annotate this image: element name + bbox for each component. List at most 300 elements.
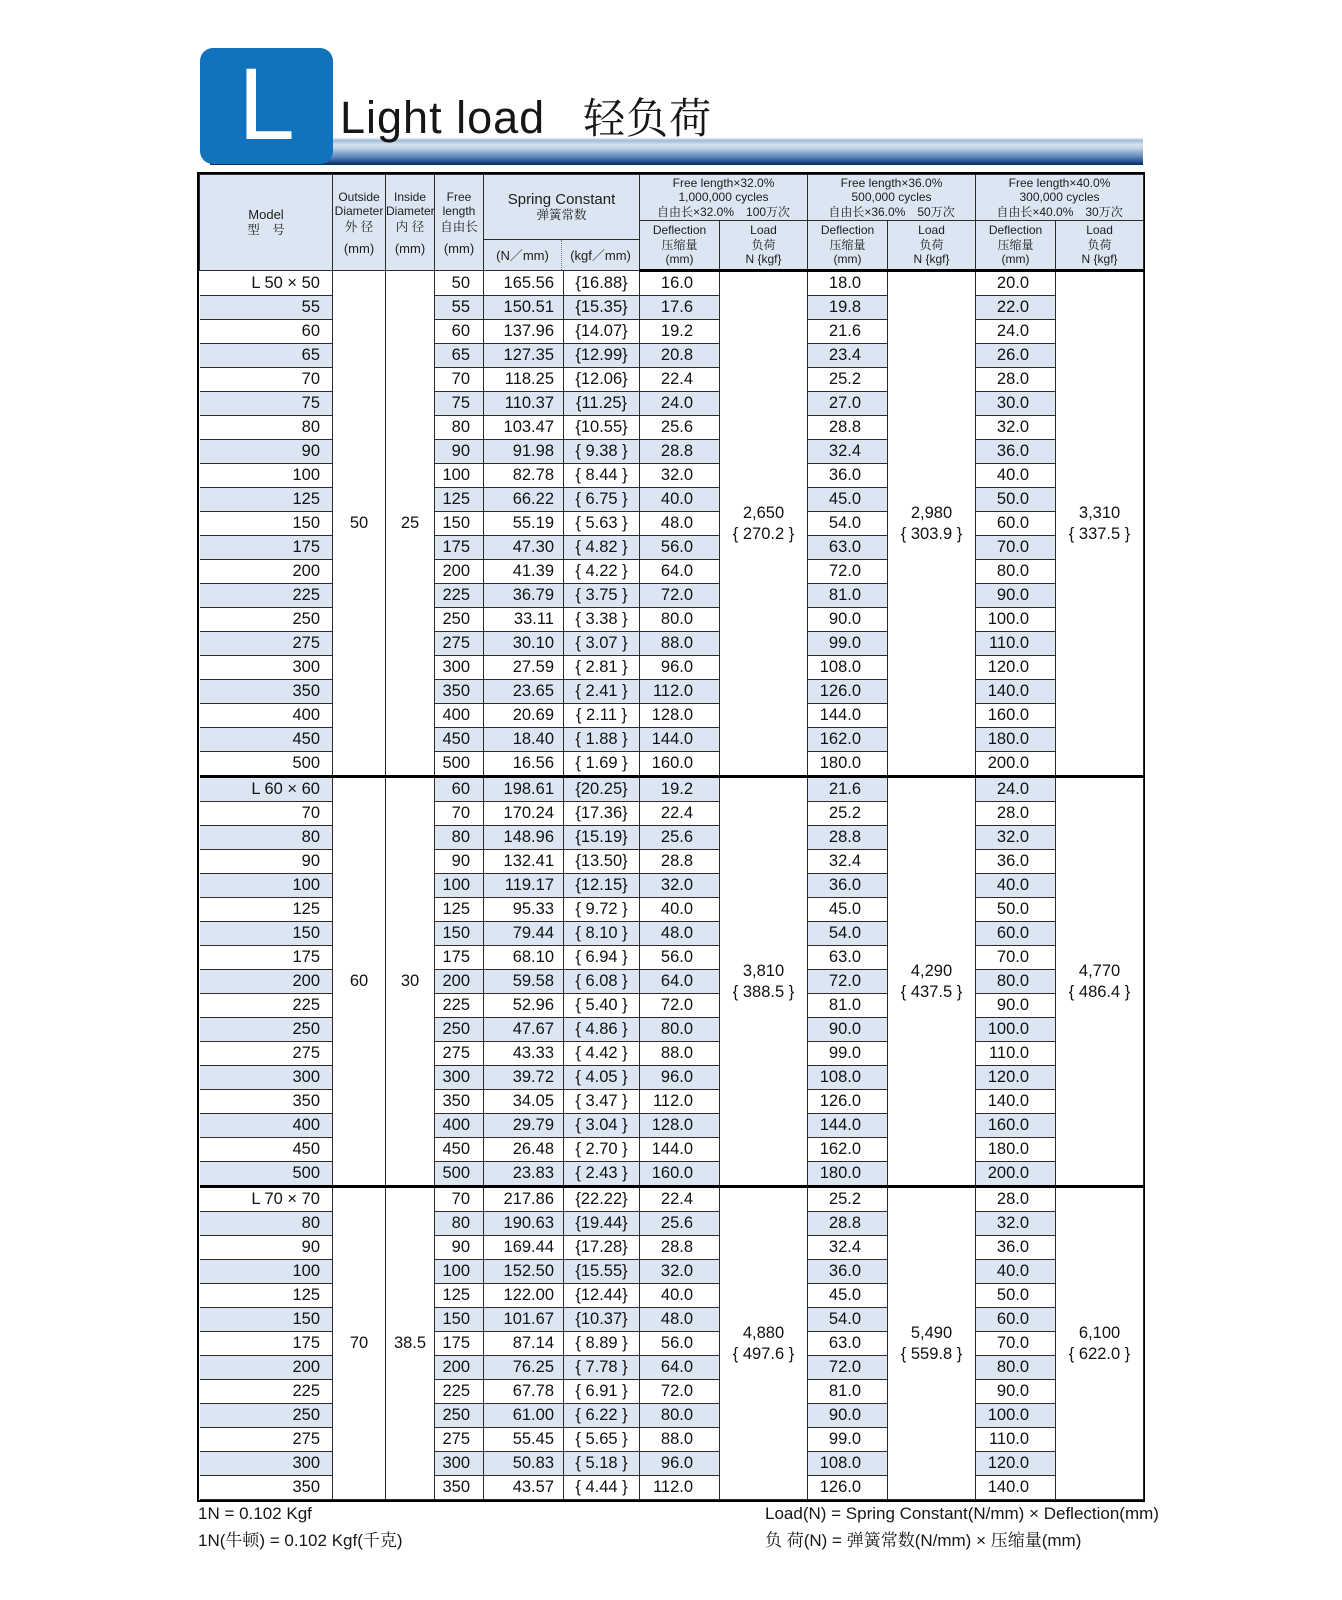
deflection-cell-d40: 160.0 <box>976 1114 1056 1138</box>
sub-header-deflection-0: Deflection 压缩量 (mm) <box>640 221 720 271</box>
deflection-cell-d32: 80.0 <box>640 1404 720 1428</box>
spring-table-body <box>200 271 1144 1500</box>
deflection-cell-d36: 90.0 <box>808 1404 888 1428</box>
spring-constant-kgf-cell: { 6.22 } <box>564 1404 640 1428</box>
deflection-cell-d40: 50.0 <box>976 1284 1056 1308</box>
cycle-group-header-40: Free length×40.0% 300,000 cycles 自由长×40.0% 30万次 <box>976 175 1144 221</box>
deflection-cell-d32: 80.0 <box>640 608 720 632</box>
spring-constant-n-cell: 20.69 <box>484 704 564 728</box>
model-size-cell: 80 <box>200 826 333 850</box>
free-length-cell: 55 <box>435 296 484 320</box>
load-cell-d36: 2,980 { 303.9 } <box>888 271 976 777</box>
spring-constant-n-cell: 23.65 <box>484 680 564 704</box>
free-length-cell: 100 <box>435 1260 484 1284</box>
spring-constant-kgf-cell: {15.19} <box>564 826 640 850</box>
deflection-cell-d32: 96.0 <box>640 1066 720 1090</box>
deflection-cell-d32: 40.0 <box>640 488 720 512</box>
deflection-cell-d32: 128.0 <box>640 704 720 728</box>
spring-constant-n-cell: 39.72 <box>484 1066 564 1090</box>
free-length-cell: 300 <box>435 1452 484 1476</box>
free-length-cell: 150 <box>435 1308 484 1332</box>
load-cell-d40: 4,770 { 486.4 } <box>1056 777 1144 1187</box>
deflection-cell-d32: 56.0 <box>640 1332 720 1356</box>
deflection-cell-d32: 56.0 <box>640 946 720 970</box>
spring-constant-n-cell: 101.67 <box>484 1308 564 1332</box>
spring-constant-n-cell: 198.61 <box>484 777 564 802</box>
spring-constant-kgf-cell: { 7.78 } <box>564 1356 640 1380</box>
free-length-cell: 125 <box>435 898 484 922</box>
spring-constant-kgf-cell: { 4.44 } <box>564 1476 640 1500</box>
deflection-cell-d36: 54.0 <box>808 922 888 946</box>
load-cell-d32: 4,880 { 497.6 } <box>720 1187 808 1500</box>
deflection-cell-d32: 96.0 <box>640 656 720 680</box>
spring-constant-kgf-cell: { 8.44 } <box>564 464 640 488</box>
deflection-cell-d32: 32.0 <box>640 1260 720 1284</box>
free-length-cell: 60 <box>435 320 484 344</box>
deflection-cell-d36: 25.2 <box>808 368 888 392</box>
deflection-cell-d40: 60.0 <box>976 922 1056 946</box>
deflection-cell-d36: 90.0 <box>808 608 888 632</box>
spring-constant-kgf-cell: { 3.07 } <box>564 632 640 656</box>
deflection-cell-d40: 40.0 <box>976 464 1056 488</box>
spring-constant-kgf-cell: {11.25} <box>564 392 640 416</box>
deflection-cell-d32: 20.8 <box>640 344 720 368</box>
deflection-cell-d36: 27.0 <box>808 392 888 416</box>
footnote-formula-zh: 负 荷(N) = 弹簧常数(N/mm) × 压缩量(mm) <box>765 1531 1082 1550</box>
footnote-right <box>765 1500 1159 1554</box>
deflection-cell-d40: 40.0 <box>976 874 1056 898</box>
spring-constant-kgf-cell: { 6.94 } <box>564 946 640 970</box>
load-cell-d32: 3,810 { 388.5 } <box>720 777 808 1187</box>
deflection-cell-d36: 23.4 <box>808 344 888 368</box>
deflection-cell-d40: 180.0 <box>976 728 1056 752</box>
inside-diameter-cell: 38.5 <box>386 1187 435 1500</box>
spring-constant-n-cell: 27.59 <box>484 656 564 680</box>
model-size-cell: 80 <box>200 416 333 440</box>
free-length-cell: 100 <box>435 464 484 488</box>
deflection-cell-d40: 22.0 <box>976 296 1056 320</box>
free-length-cell: 200 <box>435 1356 484 1380</box>
col-header-outside-diameter: Outside Diameter 外 径 (mm) <box>333 175 386 271</box>
deflection-cell-d32: 22.4 <box>640 368 720 392</box>
deflection-cell-d36: 28.8 <box>808 826 888 850</box>
spring-constant-n-cell: 29.79 <box>484 1114 564 1138</box>
model-size-cell: 200 <box>200 970 333 994</box>
spring-constant-n-cell: 59.58 <box>484 970 564 994</box>
deflection-cell-d40: 140.0 <box>976 1476 1056 1500</box>
deflection-cell-d40: 90.0 <box>976 584 1056 608</box>
deflection-cell-d32: 128.0 <box>640 1114 720 1138</box>
deflection-cell-d40: 70.0 <box>976 536 1056 560</box>
spring-constant-n-cell: 95.33 <box>484 898 564 922</box>
model-size-cell: 400 <box>200 1114 333 1138</box>
spring-constant-kgf-cell: { 3.75 } <box>564 584 640 608</box>
spring-constant-kgf-cell: { 5.63 } <box>564 512 640 536</box>
spring-constant-n-cell: 122.00 <box>484 1284 564 1308</box>
model-size-cell: 300 <box>200 1066 333 1090</box>
model-size-cell: 65 <box>200 344 333 368</box>
free-length-cell: 350 <box>435 1476 484 1500</box>
spring-constant-kgf-cell: { 4.82 } <box>564 536 640 560</box>
free-length-cell: 50 <box>435 271 484 296</box>
deflection-cell-d40: 90.0 <box>976 1380 1056 1404</box>
deflection-cell-d32: 22.4 <box>640 802 720 826</box>
model-size-cell: 275 <box>200 632 333 656</box>
deflection-cell-d40: 100.0 <box>976 1018 1056 1042</box>
spring-constant-kgf-cell: { 2.43 } <box>564 1162 640 1187</box>
model-size-cell: 275 <box>200 1042 333 1066</box>
page-title <box>340 86 712 146</box>
deflection-cell-d32: 25.6 <box>640 826 720 850</box>
spring-constant-n-cell: 103.47 <box>484 416 564 440</box>
deflection-cell-d36: 25.2 <box>808 802 888 826</box>
model-size-cell: 90 <box>200 440 333 464</box>
spring-constant-kgf-cell: { 3.38 } <box>564 608 640 632</box>
free-length-cell: 300 <box>435 656 484 680</box>
spring-constant-kgf-cell: { 3.04 } <box>564 1114 640 1138</box>
model-size-cell: 300 <box>200 656 333 680</box>
model-size-cell: 125 <box>200 898 333 922</box>
free-length-cell: 225 <box>435 1380 484 1404</box>
deflection-cell-d40: 36.0 <box>976 1236 1056 1260</box>
model-size-cell: 150 <box>200 922 333 946</box>
model-size-cell: 125 <box>200 488 333 512</box>
spring-constant-n-cell: 55.19 <box>484 512 564 536</box>
deflection-cell-d36: 126.0 <box>808 1476 888 1500</box>
deflection-cell-d36: 108.0 <box>808 1452 888 1476</box>
deflection-cell-d36: 99.0 <box>808 1428 888 1452</box>
model-size-cell: 225 <box>200 584 333 608</box>
footnote-conversion-en: 1N = 0.102 Kgf <box>198 1504 312 1523</box>
col-header-free-length: Free length 自由长 (mm) <box>435 175 484 271</box>
outside-diameter-cell: 70 <box>333 1187 386 1500</box>
model-size-cell: 400 <box>200 704 333 728</box>
model-size-cell: 350 <box>200 1476 333 1500</box>
deflection-cell-d36: 180.0 <box>808 752 888 777</box>
spring-constant-kgf-cell: { 4.22 } <box>564 560 640 584</box>
unit-kgf-per-mm: (kgf／mm) <box>561 240 639 270</box>
deflection-cell-d32: 72.0 <box>640 1380 720 1404</box>
deflection-cell-d32: 16.0 <box>640 271 720 296</box>
deflection-cell-d36: 36.0 <box>808 464 888 488</box>
deflection-cell-d32: 32.0 <box>640 464 720 488</box>
spring-constant-kgf-cell: {15.55} <box>564 1260 640 1284</box>
model-size-cell: 250 <box>200 608 333 632</box>
deflection-cell-d36: 21.6 <box>808 320 888 344</box>
spring-constant-kgf-cell: {12.15} <box>564 874 640 898</box>
model-size-cell: 175 <box>200 946 333 970</box>
page-title-en: Light load <box>340 92 546 143</box>
spring-constant-kgf-cell: {20.25} <box>564 777 640 802</box>
deflection-cell-d40: 60.0 <box>976 1308 1056 1332</box>
deflection-cell-d32: 48.0 <box>640 922 720 946</box>
spring-constant-kgf-cell: { 6.91 } <box>564 1380 640 1404</box>
deflection-cell-d40: 36.0 <box>976 440 1056 464</box>
sub-header-deflection-2: Deflection 压缩量 (mm) <box>976 221 1056 271</box>
free-length-cell: 350 <box>435 1090 484 1114</box>
spring-constant-kgf-cell: { 4.42 } <box>564 1042 640 1066</box>
model-size-cell: 300 <box>200 1452 333 1476</box>
free-length-cell: 225 <box>435 994 484 1018</box>
deflection-cell-d40: 70.0 <box>976 1332 1056 1356</box>
deflection-cell-d32: 28.8 <box>640 850 720 874</box>
free-length-cell: 275 <box>435 632 484 656</box>
deflection-cell-d36: 72.0 <box>808 1356 888 1380</box>
deflection-cell-d36: 54.0 <box>808 1308 888 1332</box>
deflection-cell-d40: 80.0 <box>976 1356 1056 1380</box>
deflection-cell-d40: 24.0 <box>976 777 1056 802</box>
section-badge <box>200 48 333 164</box>
model-size-cell: 125 <box>200 1284 333 1308</box>
deflection-cell-d40: 200.0 <box>976 752 1056 777</box>
deflection-cell-d40: 120.0 <box>976 656 1056 680</box>
deflection-cell-d40: 20.0 <box>976 271 1056 296</box>
deflection-cell-d40: 140.0 <box>976 1090 1056 1114</box>
free-length-cell: 150 <box>435 512 484 536</box>
deflection-cell-d32: 19.2 <box>640 777 720 802</box>
table-row <box>200 777 1144 802</box>
free-length-cell: 90 <box>435 440 484 464</box>
free-length-cell: 350 <box>435 680 484 704</box>
deflection-cell-d32: 17.6 <box>640 296 720 320</box>
sub-header-load-1: Load 负荷 N {kgf} <box>888 221 976 271</box>
spring-constant-kgf-cell: { 9.38 } <box>564 440 640 464</box>
deflection-cell-d40: 36.0 <box>976 850 1056 874</box>
deflection-cell-d40: 28.0 <box>976 802 1056 826</box>
spring-constant-kgf-cell: { 4.86 } <box>564 1018 640 1042</box>
free-length-cell: 70 <box>435 1187 484 1212</box>
deflection-cell-d32: 28.8 <box>640 1236 720 1260</box>
deflection-cell-d32: 19.2 <box>640 320 720 344</box>
load-cell-d36: 5,490 { 559.8 } <box>888 1187 976 1500</box>
model-size-cell: 450 <box>200 1138 333 1162</box>
free-length-cell: 90 <box>435 850 484 874</box>
spring-constant-kgf-cell: { 9.72 } <box>564 898 640 922</box>
model-size-cell: 200 <box>200 560 333 584</box>
deflection-cell-d32: 32.0 <box>640 874 720 898</box>
spring-constant-n-cell: 41.39 <box>484 560 564 584</box>
free-length-cell: 275 <box>435 1042 484 1066</box>
table-row <box>200 271 1144 296</box>
sub-header-load-2: Load 负荷 N {kgf} <box>1056 221 1144 271</box>
deflection-cell-d40: 120.0 <box>976 1066 1056 1090</box>
spring-constant-n-cell: 82.78 <box>484 464 564 488</box>
footnote-formula-en: Load(N) = Spring Constant(N/mm) × Deflection(mm) <box>765 1504 1159 1523</box>
deflection-cell-d36: 19.8 <box>808 296 888 320</box>
deflection-cell-d40: 32.0 <box>976 1212 1056 1236</box>
deflection-cell-d32: 22.4 <box>640 1187 720 1212</box>
deflection-cell-d32: 56.0 <box>640 536 720 560</box>
deflection-cell-d40: 80.0 <box>976 970 1056 994</box>
model-size-cell: 450 <box>200 728 333 752</box>
spring-constant-kgf-cell: { 5.18 } <box>564 1452 640 1476</box>
model-size-cell: 100 <box>200 874 333 898</box>
model-size-cell: 75 <box>200 392 333 416</box>
spring-constant-n-cell: 34.05 <box>484 1090 564 1114</box>
deflection-cell-d32: 96.0 <box>640 1452 720 1476</box>
section-badge-letter: L <box>238 47 295 161</box>
spring-constant-n-cell: 152.50 <box>484 1260 564 1284</box>
deflection-cell-d32: 88.0 <box>640 1428 720 1452</box>
free-length-cell: 80 <box>435 826 484 850</box>
deflection-cell-d40: 40.0 <box>976 1260 1056 1284</box>
deflection-cell-d32: 160.0 <box>640 752 720 777</box>
free-length-cell: 450 <box>435 1138 484 1162</box>
spring-constant-kgf-cell: {15.35} <box>564 296 640 320</box>
spring-constant-n-cell: 150.51 <box>484 296 564 320</box>
spring-constant-kgf-cell: { 2.81 } <box>564 656 640 680</box>
spring-constant-kgf-cell: {12.99} <box>564 344 640 368</box>
deflection-cell-d32: 160.0 <box>640 1162 720 1187</box>
deflection-cell-d36: 32.4 <box>808 440 888 464</box>
spring-constant-n-cell: 47.67 <box>484 1018 564 1042</box>
deflection-cell-d36: 108.0 <box>808 656 888 680</box>
deflection-cell-d40: 180.0 <box>976 1138 1056 1162</box>
deflection-cell-d36: 81.0 <box>808 1380 888 1404</box>
model-size-cell: 90 <box>200 1236 333 1260</box>
spring-constant-n-cell: 55.45 <box>484 1428 564 1452</box>
deflection-cell-d40: 70.0 <box>976 946 1056 970</box>
deflection-cell-d32: 48.0 <box>640 512 720 536</box>
model-size-cell: 500 <box>200 1162 333 1187</box>
spring-constant-kgf-cell: { 8.89 } <box>564 1332 640 1356</box>
spring-constant-kgf-cell: { 3.47 } <box>564 1090 640 1114</box>
cycle-group-header-32: Free length×32.0% 1,000,000 cycles 自由长×32.0% 100万次 <box>640 175 808 221</box>
model-size-cell: 80 <box>200 1212 333 1236</box>
deflection-cell-d36: 99.0 <box>808 632 888 656</box>
deflection-cell-d40: 160.0 <box>976 704 1056 728</box>
free-length-cell: 75 <box>435 392 484 416</box>
spring-constant-n-cell: 61.00 <box>484 1404 564 1428</box>
spring-constant-n-cell: 110.37 <box>484 392 564 416</box>
deflection-cell-d40: 80.0 <box>976 560 1056 584</box>
spring-constant-kgf-cell: {19.44} <box>564 1212 640 1236</box>
spring-constant-kgf-cell: {14.07} <box>564 320 640 344</box>
deflection-cell-d32: 112.0 <box>640 1090 720 1114</box>
deflection-cell-d40: 200.0 <box>976 1162 1056 1187</box>
spring-constant-kgf-cell: {10.37} <box>564 1308 640 1332</box>
model-size-cell: 350 <box>200 1090 333 1114</box>
deflection-cell-d32: 88.0 <box>640 632 720 656</box>
free-length-cell: 175 <box>435 536 484 560</box>
inside-diameter-cell: 30 <box>386 777 435 1187</box>
free-length-cell: 500 <box>435 1162 484 1187</box>
deflection-cell-d40: 110.0 <box>976 632 1056 656</box>
col-header-model: Model 型 号 <box>200 175 333 271</box>
spring-constant-kgf-cell: {22.22} <box>564 1187 640 1212</box>
model-size-cell: 200 <box>200 1356 333 1380</box>
free-length-cell: 400 <box>435 1114 484 1138</box>
spring-constant-n-cell: 66.22 <box>484 488 564 512</box>
load-cell-d40: 3,310 { 337.5 } <box>1056 271 1144 777</box>
deflection-cell-d40: 26.0 <box>976 344 1056 368</box>
spring-constant-kgf-cell: { 8.10 } <box>564 922 640 946</box>
free-length-cell: 250 <box>435 1404 484 1428</box>
deflection-cell-d36: 63.0 <box>808 536 888 560</box>
spring-constant-kgf-cell: {10.55} <box>564 416 640 440</box>
spring-constant-kgf-cell: {12.44} <box>564 1284 640 1308</box>
load-cell-d32: 2,650 { 270.2 } <box>720 271 808 777</box>
free-length-cell: 60 <box>435 777 484 802</box>
deflection-cell-d40: 50.0 <box>976 488 1056 512</box>
spring-constant-kgf-cell: { 2.41 } <box>564 680 640 704</box>
deflection-cell-d36: 45.0 <box>808 898 888 922</box>
spring-constant-n-cell: 43.33 <box>484 1042 564 1066</box>
spring-constant-n-cell: 47.30 <box>484 536 564 560</box>
unit-n-per-mm: (N／mm) <box>496 247 549 263</box>
spring-constant-n-cell: 50.83 <box>484 1452 564 1476</box>
spring-constant-kgf-cell: { 4.05 } <box>564 1066 640 1090</box>
model-size-cell: 175 <box>200 1332 333 1356</box>
deflection-cell-d40: 100.0 <box>976 608 1056 632</box>
spring-constant-n-cell: 16.56 <box>484 752 564 777</box>
spring-constant-n-cell: 127.35 <box>484 344 564 368</box>
spring-constant-n-cell: 36.79 <box>484 584 564 608</box>
free-length-cell: 100 <box>435 874 484 898</box>
deflection-cell-d40: 110.0 <box>976 1428 1056 1452</box>
deflection-cell-d32: 25.6 <box>640 1212 720 1236</box>
spring-constant-kgf-cell: { 1.69 } <box>564 752 640 777</box>
spring-constant-kgf-cell: {17.28} <box>564 1236 640 1260</box>
deflection-cell-d36: 63.0 <box>808 946 888 970</box>
model-size-cell: 150 <box>200 1308 333 1332</box>
deflection-cell-d36: 32.4 <box>808 850 888 874</box>
free-length-cell: 500 <box>435 752 484 777</box>
free-length-cell: 175 <box>435 946 484 970</box>
model-size-cell: 225 <box>200 1380 333 1404</box>
outside-diameter-cell: 50 <box>333 271 386 777</box>
model-size-cell: 70 <box>200 368 333 392</box>
deflection-cell-d36: 28.8 <box>808 1212 888 1236</box>
spring-constant-n-cell: 23.83 <box>484 1162 564 1187</box>
load-cell-d36: 4,290 { 437.5 } <box>888 777 976 1187</box>
deflection-cell-d40: 50.0 <box>976 898 1056 922</box>
model-size-cell: 275 <box>200 1428 333 1452</box>
spring-constant-n-cell: 67.78 <box>484 1380 564 1404</box>
free-length-cell: 125 <box>435 488 484 512</box>
deflection-cell-d36: 90.0 <box>808 1018 888 1042</box>
spring-constant-kgf-cell: { 6.75 } <box>564 488 640 512</box>
deflection-cell-d32: 48.0 <box>640 1308 720 1332</box>
spring-constant-n-cell: 79.44 <box>484 922 564 946</box>
deflection-cell-d32: 144.0 <box>640 728 720 752</box>
spring-constant-kgf-cell: {13.50} <box>564 850 640 874</box>
free-length-cell: 275 <box>435 1428 484 1452</box>
free-length-cell: 65 <box>435 344 484 368</box>
deflection-cell-d36: 21.6 <box>808 777 888 802</box>
free-length-cell: 250 <box>435 608 484 632</box>
deflection-cell-d36: 99.0 <box>808 1042 888 1066</box>
page-title-zh: 轻负荷 <box>583 95 713 142</box>
model-cell: L 60 × 60 <box>200 777 333 802</box>
spring-constant-kgf-cell: { 5.40 } <box>564 994 640 1018</box>
spring-constant-n-cell: 52.96 <box>484 994 564 1018</box>
model-size-cell: 100 <box>200 464 333 488</box>
spring-constant-kgf-cell: { 1.88 } <box>564 728 640 752</box>
spring-constant-kgf-cell: {12.06} <box>564 368 640 392</box>
free-length-cell: 70 <box>435 802 484 826</box>
deflection-cell-d40: 28.0 <box>976 1187 1056 1212</box>
spring-constant-n-cell: 190.63 <box>484 1212 564 1236</box>
deflection-cell-d32: 25.6 <box>640 416 720 440</box>
free-length-cell: 70 <box>435 368 484 392</box>
table-row <box>200 1187 1144 1212</box>
free-length-cell: 80 <box>435 416 484 440</box>
deflection-cell-d40: 90.0 <box>976 994 1056 1018</box>
spring-constant-kgf-cell: {17.36} <box>564 802 640 826</box>
deflection-cell-d36: 144.0 <box>808 1114 888 1138</box>
deflection-cell-d36: 144.0 <box>808 704 888 728</box>
